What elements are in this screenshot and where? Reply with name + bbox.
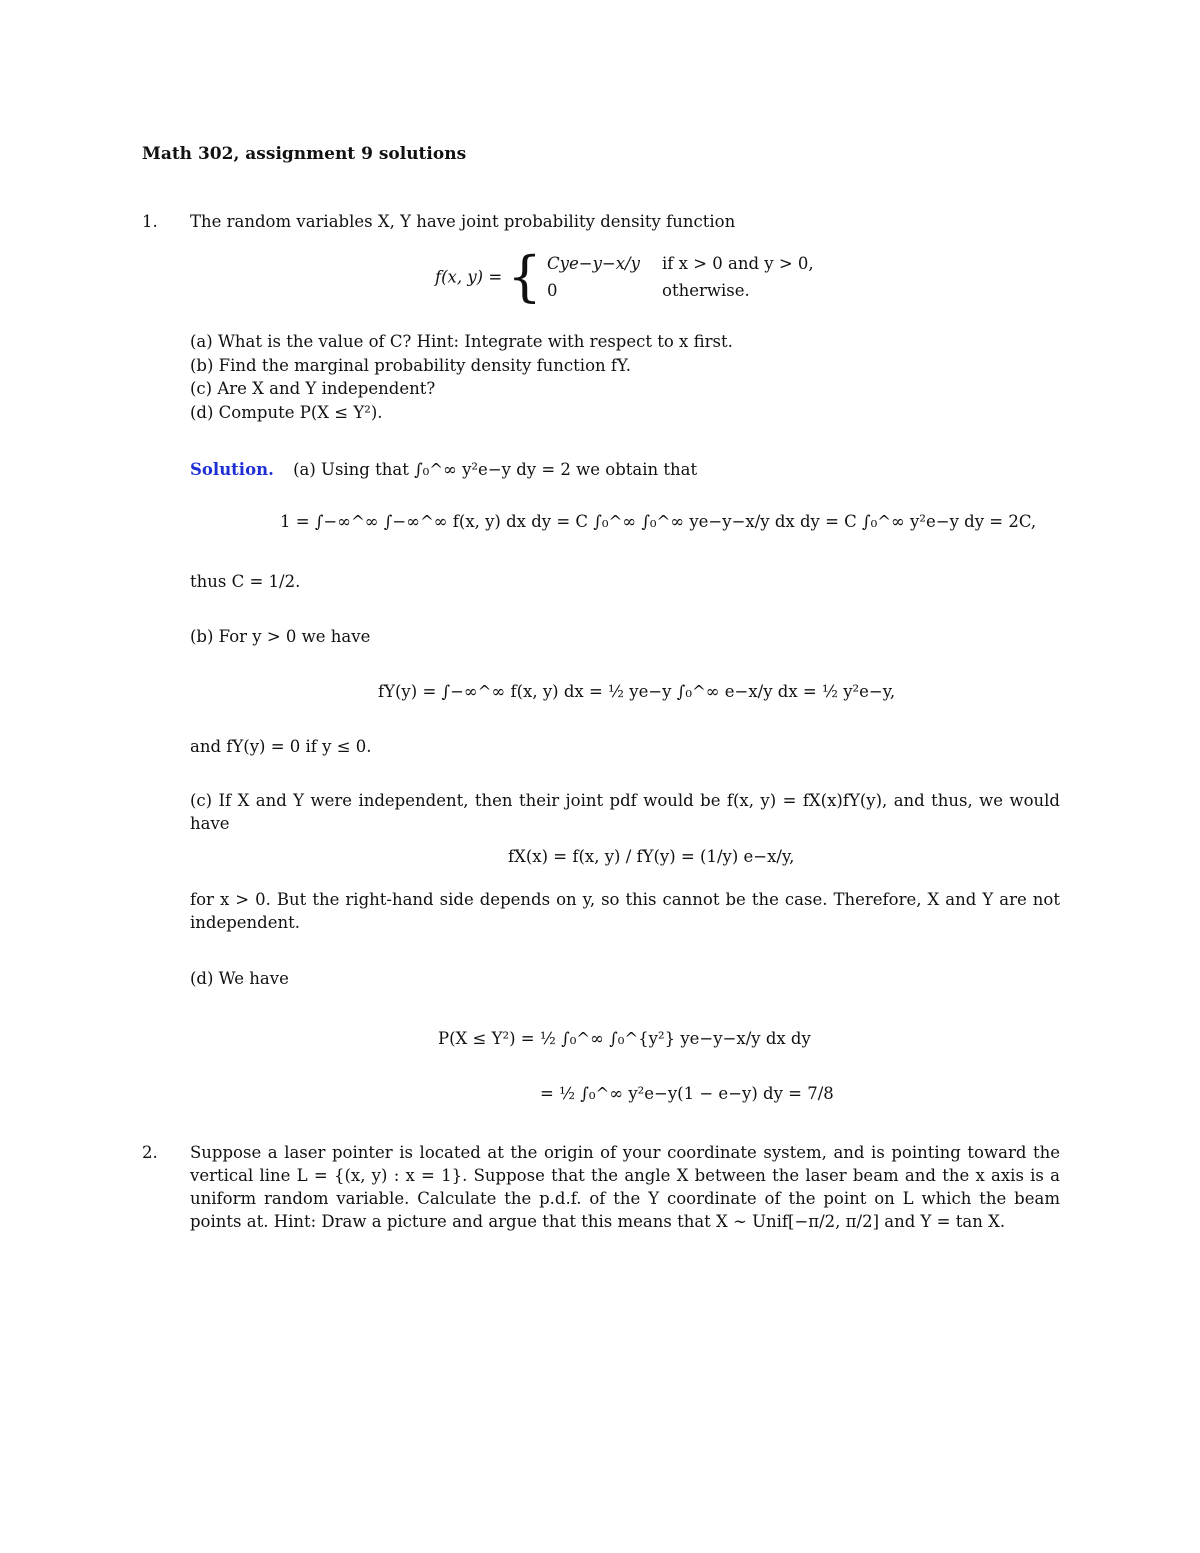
problem-1-statement-text: The random variables X, Y have joint probability density function <box>190 212 736 231</box>
joint-pdf-equation <box>435 245 814 308</box>
case-2-value: 0 <box>547 281 558 300</box>
solution-d-text: (d) We have <box>190 969 289 988</box>
problem-2-statement: Suppose a laser pointer is located at the origin of your coordinate system, and is pointing toward the vertical line L = {(x, y) : x = 1}. Suppose that the angle X between the laser beam and the x axis is a uniform random variable. Calculate the p.d.f. of the Y coordinate of the point on L which the beam points at. Hint: Draw a picture and argue that this means that X ∼ Unif[−π/2, π/2] and Y = tan X. <box>190 1143 1060 1231</box>
solution-b-equation: fY(y) = ∫−∞^∞ f(x, y) dx = ½ ye−y ∫₀^∞ e−x/y dx = ½ y²e−y, <box>378 682 896 701</box>
joint-pdf-lhs: f(x, y) = <box>435 267 503 287</box>
problem-1-number: 1. <box>142 212 158 231</box>
question-c: (c) Are X and Y independent? <box>190 379 436 398</box>
question-a: (a) What is the value of C? Hint: Integrate with respect to x first. <box>190 332 733 351</box>
solution-b-text: (b) For y > 0 we have <box>190 627 371 646</box>
question-d: (d) Compute P(X ≤ Y²). <box>190 403 383 422</box>
solution-a-equation: 1 = ∫−∞^∞ ∫−∞^∞ f(x, y) dx dy = C ∫₀^∞ ∫₀^∞ ye−y−x/y dx dy = C ∫₀^∞ y²e−y dy = 2C, <box>280 512 1037 531</box>
question-b: (b) Find the marginal probability density function fY. <box>190 356 632 375</box>
solution-label: Solution. <box>190 460 274 479</box>
solution-c-equation: fX(x) = f(x, y) / fY(y) = (1/y) e−x/y, <box>508 847 795 866</box>
solution-c-text: (c) If X and Y were independent, then their joint pdf would be f(x, y) = fX(x)fY(y), and thus, we would have <box>190 791 1060 833</box>
solution-a-text: (a) Using that ∫₀^∞ y²e−y dy = 2 we obtain that <box>293 460 698 479</box>
solution-c-conclusion: for x > 0. But the right-hand side depends on y, so this cannot be the case. Therefore, X and Y are not independent. <box>190 890 1060 932</box>
case-1-value: Cye−y−x/y <box>547 254 640 273</box>
case-2-condition: otherwise. <box>662 281 750 300</box>
solution-a-intro <box>190 458 697 481</box>
problem-1-statement <box>190 210 735 233</box>
case-1-condition: if x > 0 and y > 0, <box>662 254 814 273</box>
solution-a-conclusion: thus C = 1/2. <box>190 572 301 591</box>
solution-b-conclusion: and fY(y) = 0 if y ≤ 0. <box>190 737 372 756</box>
solution-d-equation-line-2: = ½ ∫₀^∞ y²e−y(1 − e−y) dy = 7/8 <box>540 1084 834 1103</box>
solution-d-equation-line-1: P(X ≤ Y²) = ½ ∫₀^∞ ∫₀^{y²} ye−y−x/y dx dy <box>438 1029 811 1048</box>
joint-pdf-cases <box>547 250 814 304</box>
document-title: Math 302, assignment 9 solutions <box>142 144 467 164</box>
left-brace-icon: { <box>507 245 542 308</box>
problem-2-number: 2. <box>142 1143 158 1162</box>
